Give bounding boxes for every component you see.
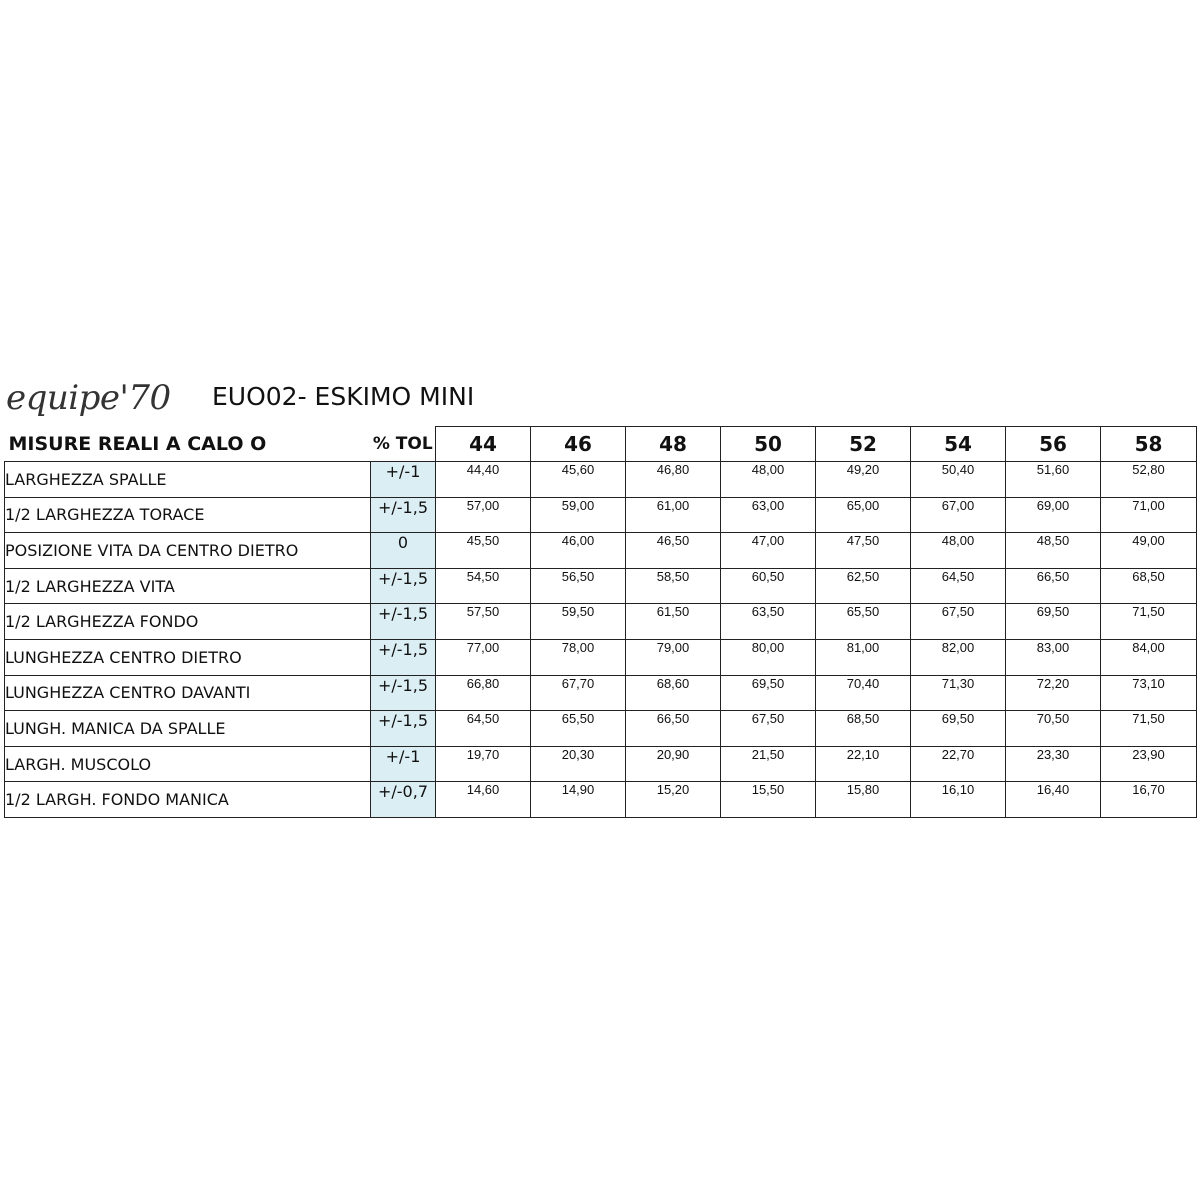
size-column-header: 58 (1101, 427, 1197, 462)
brand-logo: equipe'70 (6, 378, 171, 418)
measurement-value-cell: 15,20 (626, 782, 721, 818)
measurement-label: 1/2 LARGHEZZA VITA (5, 568, 371, 604)
measurement-value-cell: 56,50 (531, 568, 626, 604)
measurement-value-cell: 72,20 (1006, 675, 1101, 711)
measurement-value-cell: 65,50 (531, 711, 626, 747)
measurement-value-cell: 16,40 (1006, 782, 1101, 818)
size-measurement-table (4, 426, 1197, 818)
sheet-header (0, 378, 1200, 426)
measurement-value-cell: 58,50 (626, 568, 721, 604)
measurement-value-cell: 46,50 (626, 533, 721, 569)
measurement-value-cell: 64,50 (436, 711, 531, 747)
measurement-value-cell: 60,50 (721, 568, 816, 604)
measurement-value-cell: 67,70 (531, 675, 626, 711)
measurement-value-cell: 80,00 (721, 639, 816, 675)
measurement-label: 1/2 LARGHEZZA TORACE (5, 497, 371, 533)
measurement-value-cell: 44,40 (436, 462, 531, 498)
tolerance-cell: +/-1 (371, 462, 436, 498)
measurement-value-cell: 54,50 (436, 568, 531, 604)
table-row (5, 568, 1197, 604)
measurement-value-cell: 52,80 (1101, 462, 1197, 498)
table-row (5, 604, 1197, 640)
table-body (5, 462, 1197, 818)
measure-column-header: MISURE REALI A CALO O (8, 432, 267, 455)
measurement-value-cell: 83,00 (1006, 639, 1101, 675)
measurement-value-cell: 67,00 (911, 497, 1006, 533)
measurement-value-cell: 14,90 (531, 782, 626, 818)
measurement-value-cell: 84,00 (1101, 639, 1197, 675)
table-row (5, 782, 1197, 818)
measurement-value-cell: 69,50 (721, 675, 816, 711)
measurement-label: 1/2 LARGHEZZA FONDO (5, 604, 371, 640)
measurement-value-cell: 81,00 (816, 639, 911, 675)
measurement-value-cell: 69,50 (911, 711, 1006, 747)
measurement-value-cell: 79,00 (626, 639, 721, 675)
measurement-value-cell: 66,50 (626, 711, 721, 747)
measurement-value-cell: 57,00 (436, 497, 531, 533)
measurement-value-cell: 71,50 (1101, 604, 1197, 640)
table-row (5, 711, 1197, 747)
measurement-label: LARGHEZZA SPALLE (5, 462, 371, 498)
measurement-value-cell: 22,70 (911, 746, 1006, 782)
measurement-label: 1/2 LARGH. FONDO MANICA (5, 782, 371, 818)
measurement-value-cell: 66,50 (1006, 568, 1101, 604)
measurement-value-cell: 16,70 (1101, 782, 1197, 818)
product-title: EUO02- ESKIMO MINI (212, 382, 475, 411)
measurement-value-cell: 78,00 (531, 639, 626, 675)
measurement-label: LARGH. MUSCOLO (5, 746, 371, 782)
measurement-value-cell: 51,60 (1006, 462, 1101, 498)
measurement-value-cell: 59,50 (531, 604, 626, 640)
measurement-value-cell: 71,30 (911, 675, 1006, 711)
measurement-value-cell: 67,50 (911, 604, 1006, 640)
size-column-header: 44 (436, 427, 531, 462)
measurement-value-cell: 48,50 (1006, 533, 1101, 569)
measurement-value-cell: 59,00 (531, 497, 626, 533)
measurement-value-cell: 77,00 (436, 639, 531, 675)
table-row (5, 462, 1197, 498)
measurement-value-cell: 47,00 (721, 533, 816, 569)
measurement-value-cell: 70,40 (816, 675, 911, 711)
measurement-value-cell: 70,50 (1006, 711, 1101, 747)
measurement-value-cell: 69,50 (1006, 604, 1101, 640)
tolerance-cell: +/-1 (371, 746, 436, 782)
tolerance-cell: +/-1,5 (371, 639, 436, 675)
measurement-value-cell: 68,50 (816, 711, 911, 747)
measurement-value-cell: 71,50 (1101, 711, 1197, 747)
table-row (5, 675, 1197, 711)
measurement-value-cell: 47,50 (816, 533, 911, 569)
measurement-value-cell: 65,00 (816, 497, 911, 533)
measurement-value-cell: 16,10 (911, 782, 1006, 818)
measurement-value-cell: 63,50 (721, 604, 816, 640)
measurement-value-cell: 57,50 (436, 604, 531, 640)
measurement-value-cell: 64,50 (911, 568, 1006, 604)
table-row (5, 497, 1197, 533)
measurement-label: LUNGHEZZA CENTRO DIETRO (5, 639, 371, 675)
measurement-value-cell: 15,80 (816, 782, 911, 818)
measurement-value-cell: 23,90 (1101, 746, 1197, 782)
measurement-value-cell: 68,60 (626, 675, 721, 711)
size-column-header: 54 (911, 427, 1006, 462)
measurement-value-cell: 68,50 (1101, 568, 1197, 604)
size-column-header: 46 (531, 427, 626, 462)
table-row (5, 746, 1197, 782)
measurement-value-cell: 65,50 (816, 604, 911, 640)
tolerance-cell: +/-1,5 (371, 497, 436, 533)
measurement-value-cell: 49,20 (816, 462, 911, 498)
size-column-header: 52 (816, 427, 911, 462)
measurement-value-cell: 71,00 (1101, 497, 1197, 533)
table-row (5, 533, 1197, 569)
size-column-header: 56 (1006, 427, 1101, 462)
measurement-value-cell: 73,10 (1101, 675, 1197, 711)
tolerance-cell: +/-1,5 (371, 675, 436, 711)
tolerance-cell: +/-0,7 (371, 782, 436, 818)
measurement-value-cell: 45,60 (531, 462, 626, 498)
measurement-value-cell: 69,00 (1006, 497, 1101, 533)
measurement-value-cell: 63,00 (721, 497, 816, 533)
measurement-value-cell: 20,30 (531, 746, 626, 782)
tolerance-cell: +/-1,5 (371, 568, 436, 604)
measurement-value-cell: 21,50 (721, 746, 816, 782)
measurement-value-cell: 15,50 (721, 782, 816, 818)
measurement-value-cell: 61,50 (626, 604, 721, 640)
measurement-value-cell: 48,00 (721, 462, 816, 498)
measurement-value-cell: 20,90 (626, 746, 721, 782)
measurement-label: LUNGH. MANICA DA SPALLE (5, 711, 371, 747)
tolerance-cell: +/-1,5 (371, 711, 436, 747)
measurement-value-cell: 49,00 (1101, 533, 1197, 569)
measurement-value-cell: 82,00 (911, 639, 1006, 675)
size-chart-sheet (0, 378, 1200, 810)
measurement-label: LUNGHEZZA CENTRO DAVANTI (5, 675, 371, 711)
table-header-row (5, 427, 1197, 462)
measurement-value-cell: 66,80 (436, 675, 531, 711)
measurement-value-cell: 50,40 (911, 462, 1006, 498)
measurement-value-cell: 46,00 (531, 533, 626, 569)
measurement-value-cell: 23,30 (1006, 746, 1101, 782)
tolerance-cell: +/-1,5 (371, 604, 436, 640)
tolerance-column-header: % TOL (372, 433, 433, 454)
measurement-value-cell: 67,50 (721, 711, 816, 747)
measurement-value-cell: 62,50 (816, 568, 911, 604)
size-column-header: 48 (626, 427, 721, 462)
measurement-value-cell: 22,10 (816, 746, 911, 782)
measurement-value-cell: 61,00 (626, 497, 721, 533)
measurement-value-cell: 19,70 (436, 746, 531, 782)
table-row (5, 639, 1197, 675)
measurement-value-cell: 45,50 (436, 533, 531, 569)
measurement-value-cell: 14,60 (436, 782, 531, 818)
tolerance-cell: 0 (371, 533, 436, 569)
measurement-value-cell: 46,80 (626, 462, 721, 498)
measurement-value-cell: 48,00 (911, 533, 1006, 569)
size-column-header: 50 (721, 427, 816, 462)
measurement-label: POSIZIONE VITA DA CENTRO DIETRO (5, 533, 371, 569)
